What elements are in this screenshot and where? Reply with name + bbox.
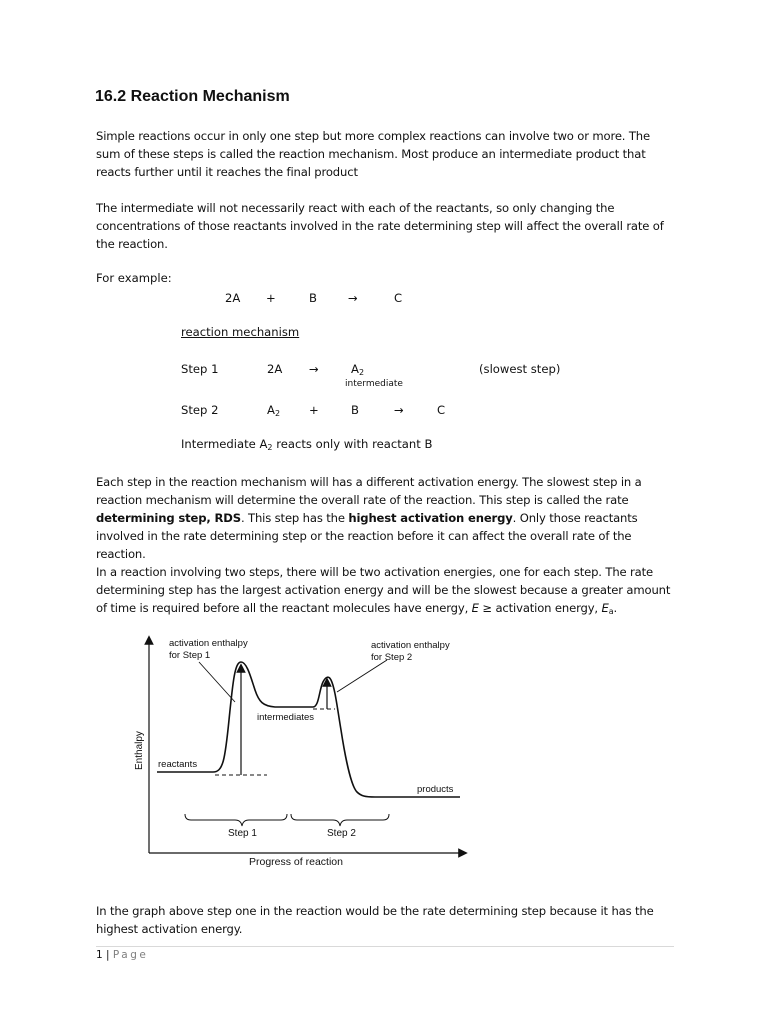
y-axis-label: Enthalpy xyxy=(134,731,145,770)
step2-plus: + xyxy=(309,403,319,417)
step1-note: (slowest step) xyxy=(479,362,561,376)
intermediate-paragraph: The intermediate will not necessarily react with each of the reactants, so only changing the concentrations of those reactants involved in the rate determining step will affect the overall rate of the reaction. xyxy=(96,201,664,251)
step1-label: Step 1 xyxy=(181,362,219,376)
page-footer: 1 | Page xyxy=(96,949,149,961)
two-step-paragraph: In a reaction involving two steps, there will be two activation energies, one for each step. The rate determining step has the largest activation energy and will be the slowest because a greater amount of time is required before all the reactant molecules have energy, E ≥ activation energy, $E_a$. xyxy=(96,565,671,616)
step2-reactant-2: B xyxy=(351,403,359,417)
step2-arrow: → xyxy=(394,403,404,417)
overall-plus: + xyxy=(266,291,276,305)
step2-reactant-1: $A_2$ xyxy=(267,403,281,418)
label-products: products xyxy=(417,784,454,795)
label-step1-line1: activation enthalpy xyxy=(169,638,248,649)
step2-brace-label: Step 2 xyxy=(327,828,356,839)
step1-reactant: 2A xyxy=(267,362,283,376)
step2-product: C xyxy=(437,403,446,417)
page-number: 1 xyxy=(96,949,103,961)
mechanism-title: reaction mechanism xyxy=(181,325,300,339)
intro-paragraph: Simple reactions occur in only one step but more complex reactions can involve two or more. The sum of these steps is called the reaction mechanism. Most produce an intermediate product that reacts further until it reaches the final product xyxy=(96,129,650,179)
overall-reactant-2: B xyxy=(309,291,317,305)
step1-product: $A_2$ xyxy=(351,362,365,377)
pointer-line-step1 xyxy=(199,662,235,702)
x-axis-label: Progress of reaction xyxy=(249,856,343,868)
label-reactants: reactants xyxy=(158,759,198,770)
intermediate-note: Intermediate $A_2$ reacts only with reactant B xyxy=(181,437,433,452)
label-step1-line2: for Step 1 xyxy=(169,650,211,661)
example-label: For example: xyxy=(96,271,172,285)
rds-paragraph: Each step in the reaction mechanism will has a different activation energy. The slowest step in a reaction mechanism will determine the overall rate of the reaction. This step is called the rate determining step, RDS. This step has the highest activation energy. Only those reactants involved in the rate determining step or the reaction before it can affect the overall rate of the reaction. xyxy=(96,475,642,561)
overall-arrow: → xyxy=(348,291,358,305)
pointer-line-step2 xyxy=(337,660,387,692)
label-step2-line2: for Step 2 xyxy=(371,652,413,663)
conclusion-paragraph: In the graph above step one in the reaction would be the rate determining step because it has the highest activation energy. xyxy=(96,904,654,936)
label-step2-line1: activation enthalpy xyxy=(371,640,450,651)
overall-product: C xyxy=(394,291,403,305)
page-word: Page xyxy=(112,949,149,961)
step2-brace xyxy=(291,814,389,826)
step1-product-note: intermediate xyxy=(345,379,403,389)
enthalpy-curve xyxy=(157,662,460,797)
label-intermediates: intermediates xyxy=(257,712,315,723)
step1-arrow: → xyxy=(309,362,319,376)
page-title: 16.2 Reaction Mechanism xyxy=(95,88,290,105)
step2-label: Step 2 xyxy=(181,403,219,417)
step1-brace xyxy=(185,814,287,826)
footer-divider xyxy=(96,946,674,947)
step1-brace-label: Step 1 xyxy=(228,828,257,839)
overall-reactant-1: 2A xyxy=(225,291,241,305)
energy-profile-diagram xyxy=(125,630,505,875)
